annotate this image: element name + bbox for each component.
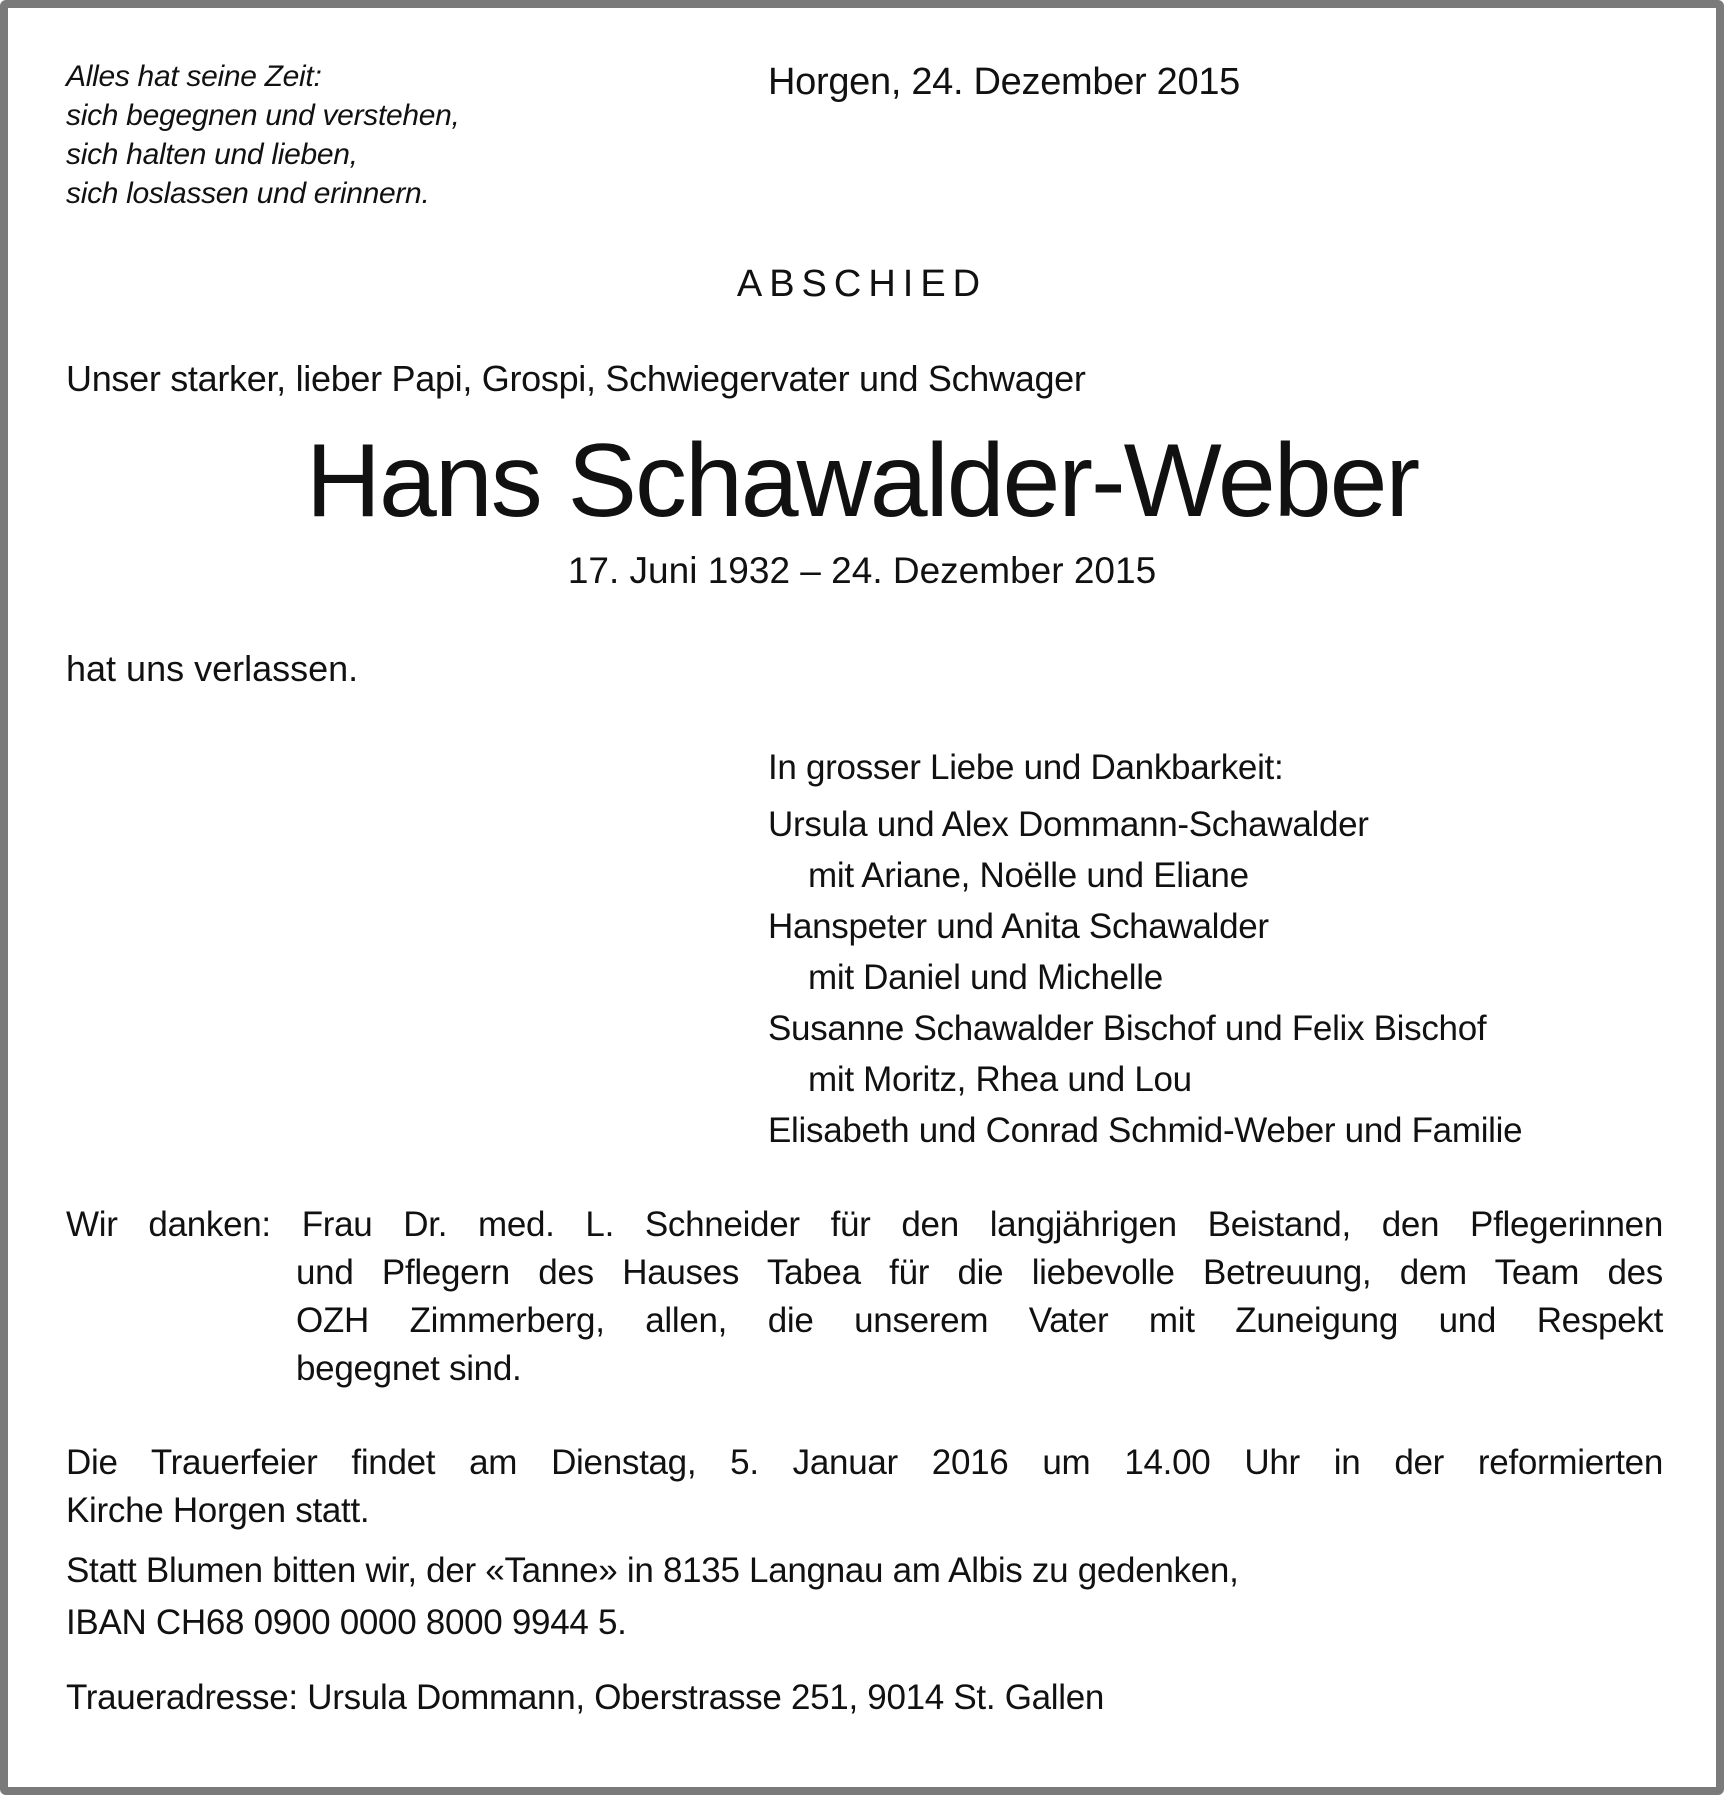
donation-paragraph <box>66 1545 1663 1649</box>
thanks-line <box>66 1201 1663 1249</box>
deceased-name: Hans Schawalder-Weber <box>305 423 1419 539</box>
place-and-date: Horgen, 24. Dezember 2015 <box>768 61 1241 103</box>
mourning-address: Traueradresse: Ursula Dommann, Oberstrasse 251, 9014 St. Gallen <box>66 1678 1105 1717</box>
thanks-text: Frau Dr. med. L. Schneider für den langjährigen Beistand, den Pflegerinnen <box>301 1205 1663 1244</box>
thanks-line: begegnet sind. <box>296 1349 522 1388</box>
notice-content <box>8 8 1716 1787</box>
iban-line: IBAN CH68 0900 0000 8000 9944 5. <box>66 1603 627 1642</box>
family-block <box>768 742 1522 1156</box>
farewell-line: hat uns verlassen. <box>66 648 359 689</box>
abschied-heading: ABSCHIED <box>736 263 988 305</box>
thanks-label: Wir danken: <box>66 1205 271 1244</box>
donation-line: Statt Blumen bitten wir, der «Tanne» in 8135 Langnau am Albis zu gedenken, <box>66 1551 1239 1590</box>
family-line: mit Ariane, Noëlle und Eliane <box>808 856 1249 895</box>
family-line: Hanspeter und Anita Schawalder <box>768 907 1269 946</box>
verse-line: sich begegnen und verstehen, <box>66 99 460 132</box>
funeral-line: Die Trauerfeier findet am Dienstag, 5. Januar 2016 um 14.00 Uhr in der reformierten <box>66 1443 1663 1482</box>
funeral-line: Kirche Horgen statt. <box>66 1491 370 1530</box>
family-line: mit Moritz, Rhea und Lou <box>808 1060 1192 1099</box>
intro-line: Unser starker, lieber Papi, Grospi, Schwiegervater und Schwager <box>66 358 1086 399</box>
family-line: Ursula und Alex Dommann-Schawalder <box>768 805 1369 844</box>
lifespan-dates: 17. Juni 1932 – 24. Dezember 2015 <box>567 550 1157 591</box>
thanks-paragraph <box>66 1201 1663 1393</box>
verse-line: sich halten und lieben, <box>66 138 358 171</box>
family-line: mit Daniel und Michelle <box>808 958 1163 997</box>
family-heading: In grosser Liebe und Dankbarkeit: <box>768 748 1284 787</box>
thanks-line: OZH Zimmerberg, allen, die unserem Vater mit Zuneigung und Respekt <box>296 1301 1663 1340</box>
family-line: Susanne Schawalder Bischof und Felix Bischof <box>768 1009 1487 1048</box>
funeral-paragraph <box>66 1439 1663 1535</box>
verse-line: sich loslassen und erinnern. <box>66 177 430 210</box>
thanks-line: und Pflegern des Hauses Tabea für die liebevolle Betreuung, dem Team des <box>296 1253 1663 1292</box>
verse-line: Alles hat seine Zeit: <box>66 60 322 93</box>
family-line: Elisabeth und Conrad Schmid-Weber und Familie <box>768 1111 1523 1150</box>
verse-quote <box>66 57 460 213</box>
